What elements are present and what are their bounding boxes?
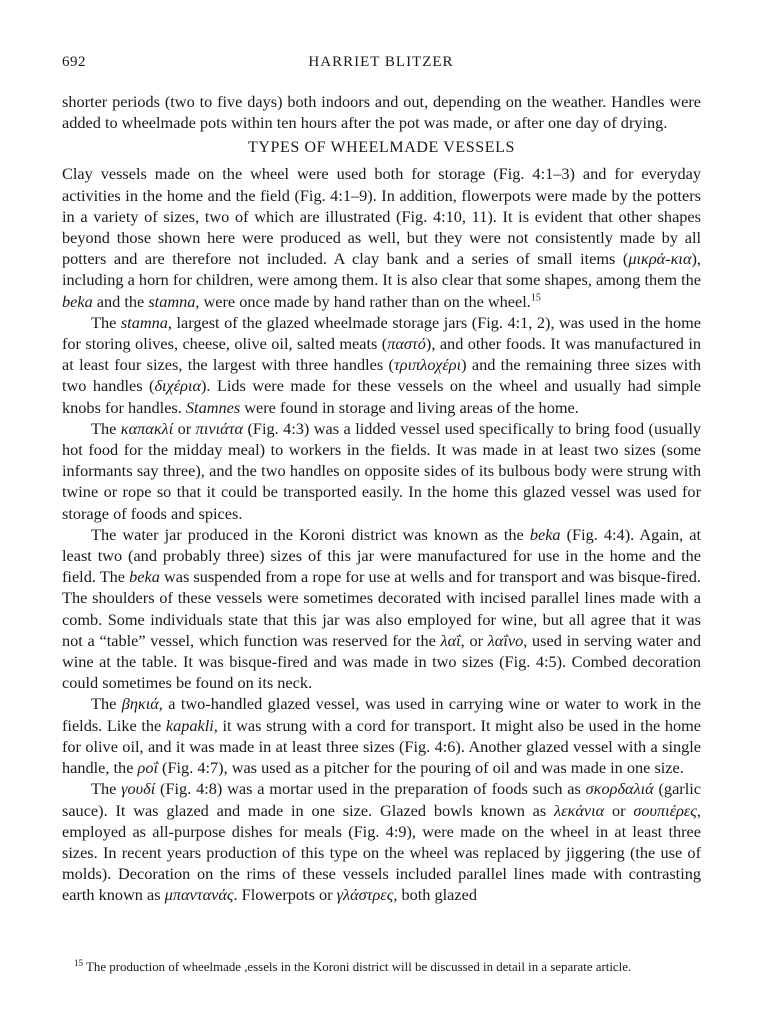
greek-term: βηκιά [121, 694, 159, 714]
italic-term: beka [529, 524, 561, 544]
greek-term: μικρά-κια [628, 249, 692, 269]
greek-term: σκορδαλιά [585, 779, 654, 799]
italic-term: stamna [120, 312, 168, 332]
greek-term: λαΐ [440, 630, 461, 650]
greek-term: διχέρια [154, 376, 202, 396]
intro-paragraph: shorter periods (two to five days) both indoors and out, depending on the weather. Handles were added to wheelmade pots within ten hours after the pot was made, or after one day of drying. [62, 92, 701, 133]
paragraph-goudi: The γουδί (Fig. 4:8) was a mortar used in the preparation of foods such as σκορδαλιά (garlic sauce). It was glazed and made in one size. Glazed bowls known as λεκάνια or σουπιέρες, employed as all-purpose dishes for meals (Fig. 4:9), were made on the wheel in at least three sizes. In recent years production of this type on the wheel was replaced by jiggering (the use of molds). Decoration on the rims of these vessels included parallel lines made with contrasting earth known as μπαντανάς. Flowerpots or γλάστρες, both glazed [62, 779, 701, 905]
greek-term: μπαντανάς [164, 885, 234, 905]
paragraph-clay-vessels: Clay vessels made on the wheel were used both for storage (Fig. 4:1–3) and for everyday activities in the home and the field (Fig. 4:1–9). In addition, flowerpots were made by the potters in a variety of sizes, two of which are illustrated (Fig. 4:10, 11). It is evident that other shapes beyond those shown here were produced as well, but they were not consistently made by all potters and are therefore not included. A clay bank and a series of small items (μικρά-κια), including a horn for children, were among them. It is also clear that some shapes, among them the beka and the stamna, were once made by hand rather than on the wheel.$^{15}$ [62, 164, 701, 311]
running-head [62, 54, 700, 76]
italic-term: stamna [148, 291, 196, 311]
greek-term: ροΐ [137, 758, 158, 778]
paragraph-vikia: The βηκιά, a two-handled glazed vessel, was used in carrying wine or water to work in the fields. Like the kapakli, it was strung with a cord for transport. It might also be used in the home for olive oil, and it was made in at least three sizes (Fig. 4:6). Another glazed vessel with a single handle, the ροΐ (Fig. 4:7), was used as a pitcher for the pouring of oil and was made in one size. [62, 694, 701, 778]
section-heading: TYPES OF WHEELMADE VESSELS [247, 139, 516, 157]
greek-term: γουδί [121, 779, 156, 799]
greek-term: τριπλοχέρι [393, 355, 462, 375]
body-text [62, 91, 701, 906]
greek-term: λαΐνο [487, 630, 524, 650]
footnote-marker: 15 [74, 957, 83, 968]
running-head-author: HARRIET BLITZER [308, 54, 454, 70]
greek-term: σουπιέρες [633, 800, 697, 820]
italic-term: beka [62, 291, 93, 311]
paragraph-beka: The water jar produced in the Koroni district was known as the beka (Fig. 4:4). Again, at least two (and probably three) sizes of this jar were manufactured for use in the home and the field. The beka was suspended from a rope for use at wells and for transport and was bisque-fired. The shoulders of these vessels were sometimes decorated with incised parallel lines made with a comb. Some individuals state that this jar was also employed for wine, but all agree that it was not a “table” vessel, which function was reserved for the λαΐ, or λαΐνο, used in serving water and wine at the table. It was bisque-fired and was made in two sizes (Fig. 4:5). Combed decoration could sometimes be found on its neck. [62, 524, 702, 693]
greek-term: πινιάτα [195, 418, 244, 438]
italic-term: beka [129, 567, 160, 587]
greek-term: καπακλί [120, 418, 174, 438]
greek-term: λεκάνια [554, 800, 605, 820]
greek-term: παστό [387, 334, 426, 354]
paragraph-kapakli: The καπακλί or πινιάτα (Fig. 4:3) was a lidded vessel used specifically to bring food (usually hot food for the midday meal) to workers in the fields. It was made in at least two sizes (some informants say three), and the two handles on opposite sides of its bulbous body were strung with twine or rope so that it could be transported easily. In the home this glazed vessel was used for storage of foods and spices. [62, 418, 702, 523]
italic-term: kapakli [165, 715, 214, 735]
page-number: 692 [62, 54, 86, 70]
italic-term: Stamnes [185, 397, 241, 417]
footnote-reference: 15 [530, 292, 541, 304]
footnote-text: The production of wheelmade ,essels in the Koroni district will be discussed in detail in a separate article. [86, 960, 632, 974]
footnote [62, 959, 712, 975]
paragraph-stamna: The stamna, largest of the glazed wheelmade storage jars (Fig. 4:1, 2), was used in the home for storing olives, cheese, olive oil, salted meats (παστό), and other foods. It was manufactured in at least four sizes, the largest with three handles (τριπλοχέρι) and the remaining three sizes with two handles (διχέρια). Lids were made for these vessels on the wheel and usually had simple knobs for handles. Stamnes were found in storage and living areas of the home. [62, 312, 702, 417]
greek-term: γλάστρες [336, 885, 394, 905]
